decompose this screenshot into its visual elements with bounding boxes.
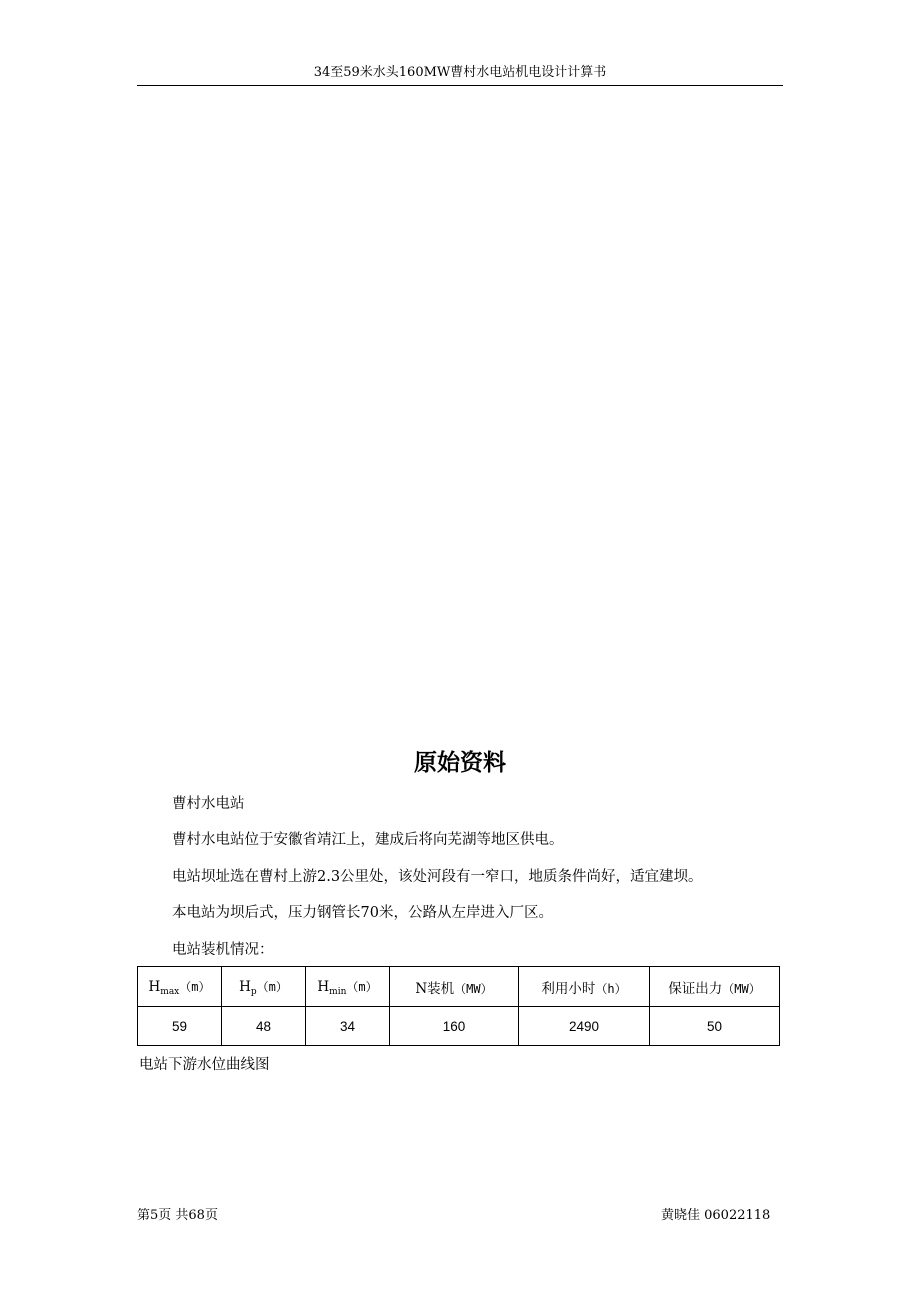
header-cell-hmax: $H_{max}(m)$ [138, 967, 222, 1007]
paragraph-location: 曹村水电站位于安徽省靖江上，建成后将向芜湖等地区供电。 [172, 832, 564, 848]
paragraph-station-name: 曹村水电站 [172, 796, 245, 812]
section-title: 原始资料 [414, 749, 506, 776]
header-cell-hmin: $H_{min}(m)$ [306, 967, 390, 1007]
header-cell-hp: $H_p(m)$ [222, 967, 306, 1007]
header-rule [137, 85, 783, 86]
cell-hp-value: 48 [222, 1007, 306, 1046]
table-header-row [138, 967, 780, 1007]
footer-page-number: 第5页 共68页 [137, 1208, 218, 1223]
cell-hours-value: 2490 [519, 1007, 650, 1046]
header-cell-hours: 利用小时（h） [519, 967, 650, 1007]
paragraph-layout: 本电站为坝后式，压力钢管长70米，公路从左岸进入厂区。 [172, 905, 553, 921]
table-row [138, 1007, 780, 1046]
installation-table [137, 966, 780, 1046]
paragraph-installation-intro: 电站装机情况： [172, 942, 274, 958]
cell-hmax-value: 59 [138, 1007, 222, 1046]
footer-author: 黄晓佳 06022118 [661, 1208, 771, 1223]
document-header-title: 34至59米水头160MW曹村水电站机电设计计算书 [313, 65, 607, 80]
cell-capacity-value: 160 [390, 1007, 519, 1046]
cell-hmin-value: 34 [306, 1007, 390, 1046]
header-cell-firm-output: 保证出力（MW） [650, 967, 780, 1007]
header-cell-capacity: N装机（MW） [390, 967, 519, 1007]
paragraph-dam-site: 电站坝址选在曹村上游2.3公里处，该处河段有一窄口，地质条件尚好，适宜建坝。 [172, 869, 703, 885]
cell-firm-output-value: 50 [650, 1007, 780, 1046]
figure-caption: 电站下游水位曲线图 [139, 1057, 270, 1073]
